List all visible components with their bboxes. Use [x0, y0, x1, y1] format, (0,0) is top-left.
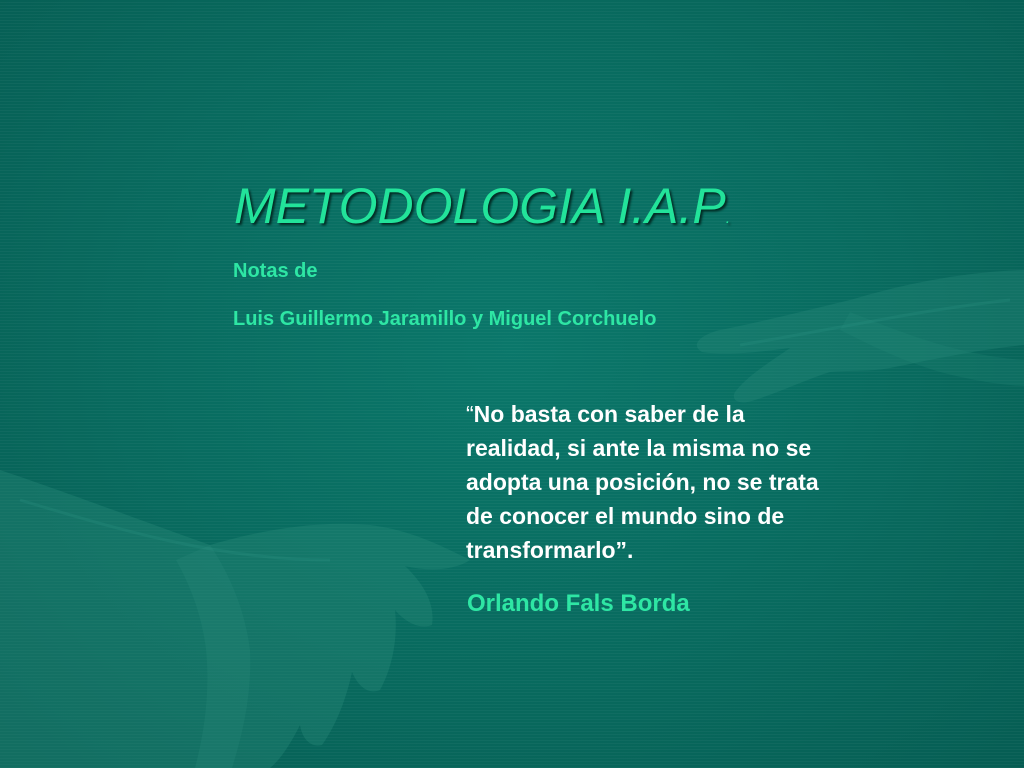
title-text: METODOLOGIA I.A.P [234, 178, 726, 234]
title-trailing-dot: . [725, 210, 731, 227]
quote-author: Orlando Fals Borda [467, 590, 690, 617]
slide-title [234, 176, 730, 249]
quote-text: No basta con saber de la realidad, si ante la misma no se adopta una posición, no se trata de conocer el mundo sino de transformarlo”. [466, 401, 819, 563]
quote-block [466, 397, 916, 567]
quote-open-mark: “ [466, 401, 474, 427]
authors-line: Luis Guillermo Jaramillo y Miguel Corchuelo [233, 308, 657, 330]
notes-label: Notas de [233, 260, 318, 282]
